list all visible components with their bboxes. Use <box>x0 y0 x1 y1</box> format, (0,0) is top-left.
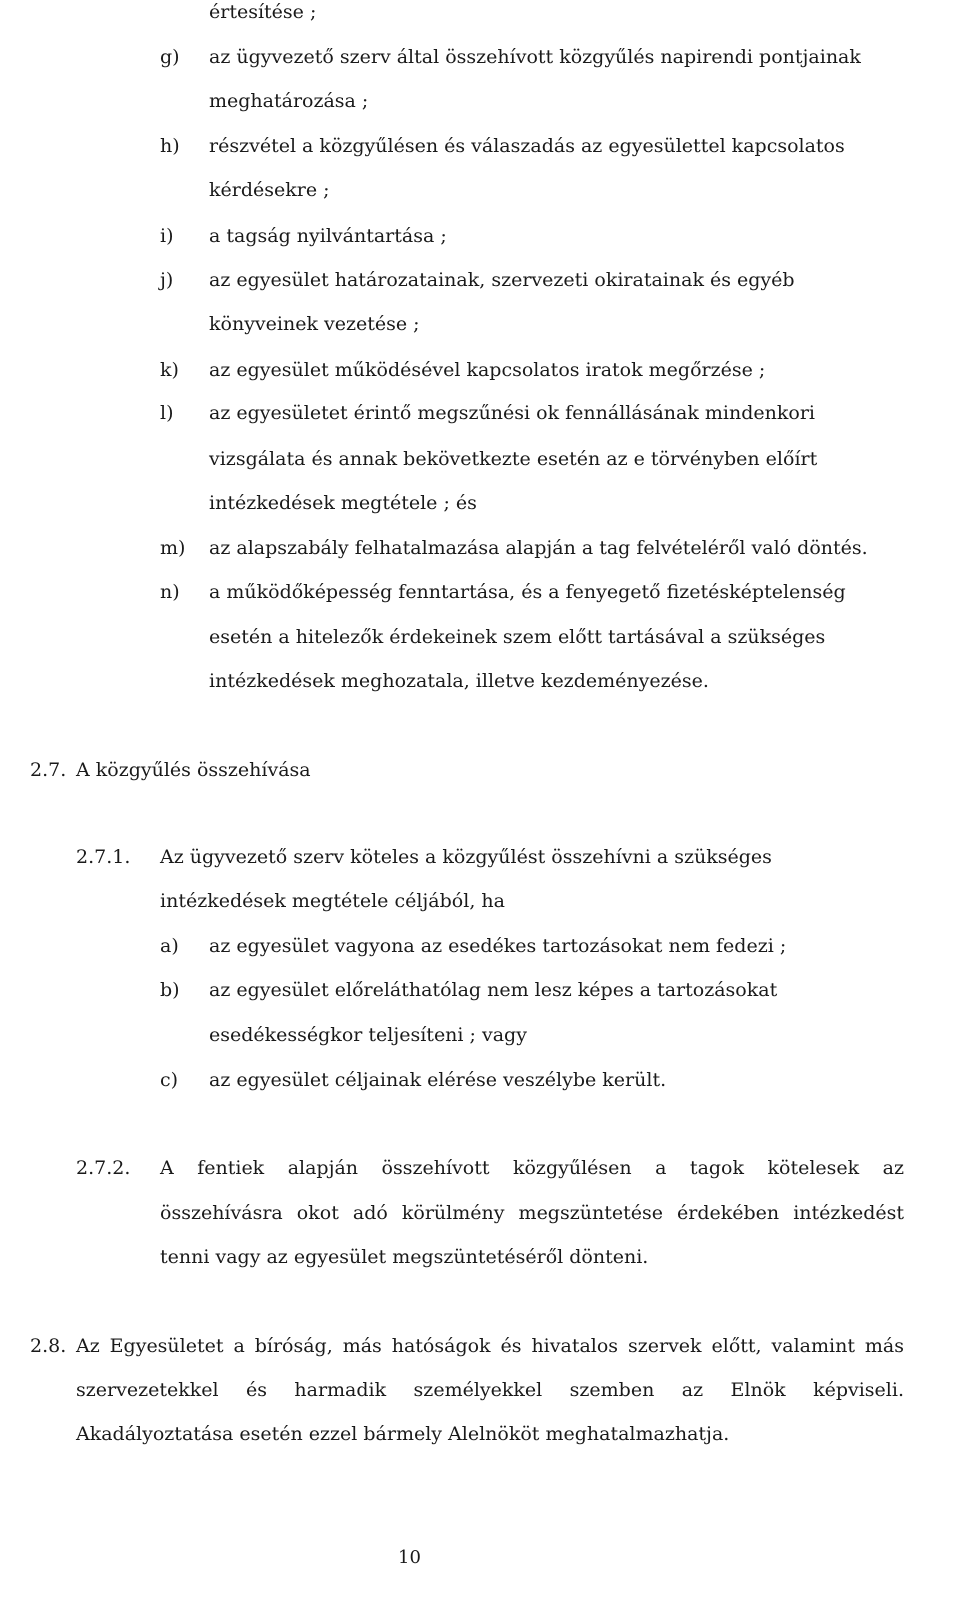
list-text-line: intézkedések megtétele ; és <box>209 492 477 514</box>
section-number: 2.7. <box>30 759 67 781</box>
list-label: m) <box>160 537 186 559</box>
list-text-line: az alapszabály felhatalmazása alapján a tag felvételéről való döntés. <box>209 537 868 559</box>
paragraph-line-justified <box>160 1156 904 1180</box>
list-text-line: könyveinek vezetése ; <box>209 313 420 335</box>
list-label: j) <box>160 269 174 291</box>
list-text-line: az egyesület vagyona az esedékes tartozásokat nem fedezi ; <box>209 935 787 957</box>
paragraph-line: összehívásra okot adó körülmény megszüntetése érdekében intézkedést <box>160 1202 904 1224</box>
paragraph-line: intézkedések megtétele céljából, ha <box>160 890 505 912</box>
paragraph-number: 2.7.2. <box>76 1157 131 1179</box>
list-text-line: kérdésekre ; <box>209 179 330 201</box>
list-text-line: meghatározása ; <box>209 90 369 112</box>
list-label: i) <box>160 225 174 247</box>
justified-line-text: A fentiek alapján összehívott közgyűlésen a tagok kötelesek az <box>160 1157 904 1179</box>
list-label: g) <box>160 46 180 68</box>
list-text-line: a tagság nyilvántartása ; <box>209 225 447 247</box>
list-fragment-line: értesítése ; <box>209 1 317 23</box>
list-text-line: a működőképesség fenntartása, és a fenyegető fizetésképtelenség <box>209 581 846 603</box>
list-text-line: az ügyvezető szerv által összehívott közgyűlés napirendi pontjainak <box>209 46 861 68</box>
list-label: h) <box>160 135 180 157</box>
list-label: b) <box>160 979 180 1001</box>
list-text-line: az egyesület működésével kapcsolatos iratok megőrzése ; <box>209 359 766 381</box>
list-text-line: az egyesület céljainak elérése veszélybe került. <box>209 1069 667 1091</box>
page-number: 10 <box>398 1547 421 1568</box>
list-text-line: részvétel a közgyűlésen és válaszadás az egyesülettel kapcsolatos <box>209 135 845 157</box>
list-text-line: esetén a hitelezők érdekeinek szem előtt tartásával a szükséges <box>209 626 826 648</box>
list-label: k) <box>160 359 179 381</box>
section-title: A közgyűlés összehívása <box>76 759 311 781</box>
list-label: n) <box>160 581 180 603</box>
paragraph-line: Az ügyvezető szerv köteles a közgyűlést összehívni a szükséges <box>160 846 772 868</box>
list-text-line: az egyesület határozatainak, szervezeti okiratainak és egyéb <box>209 269 795 291</box>
section-number: 2.8. <box>30 1335 67 1357</box>
paragraph-line: Az Egyesületet a bíróság, más hatóságok és hivatalos szervek előtt, valamint más <box>76 1335 904 1357</box>
list-text-line: esedékességkor teljesíteni ; vagy <box>209 1024 527 1046</box>
paragraph-line: Akadályoztatása esetén ezzel bármely Alelnököt meghatalmazhatja. <box>76 1423 730 1445</box>
paragraph-line: szervezetekkel és harmadik személyekkel szemben az Elnök képviseli. <box>76 1379 904 1401</box>
list-text-line: vizsgálata és annak bekövetkezte esetén az e törvényben előírt <box>209 448 818 470</box>
list-label: c) <box>160 1069 179 1091</box>
list-label: a) <box>160 935 179 957</box>
paragraph-number: 2.7.1. <box>76 846 131 868</box>
list-text-line: intézkedések meghozatala, illetve kezdeményezése. <box>209 670 709 692</box>
list-label: l) <box>160 402 174 424</box>
list-text-line: az egyesületet érintő megszűnési ok fennállásának mindenkori <box>209 402 815 424</box>
list-text-line: az egyesület előreláthatólag nem lesz képes a tartozásokat <box>209 979 778 1001</box>
paragraph-line: tenni vagy az egyesület megszüntetéséről dönteni. <box>160 1246 649 1268</box>
